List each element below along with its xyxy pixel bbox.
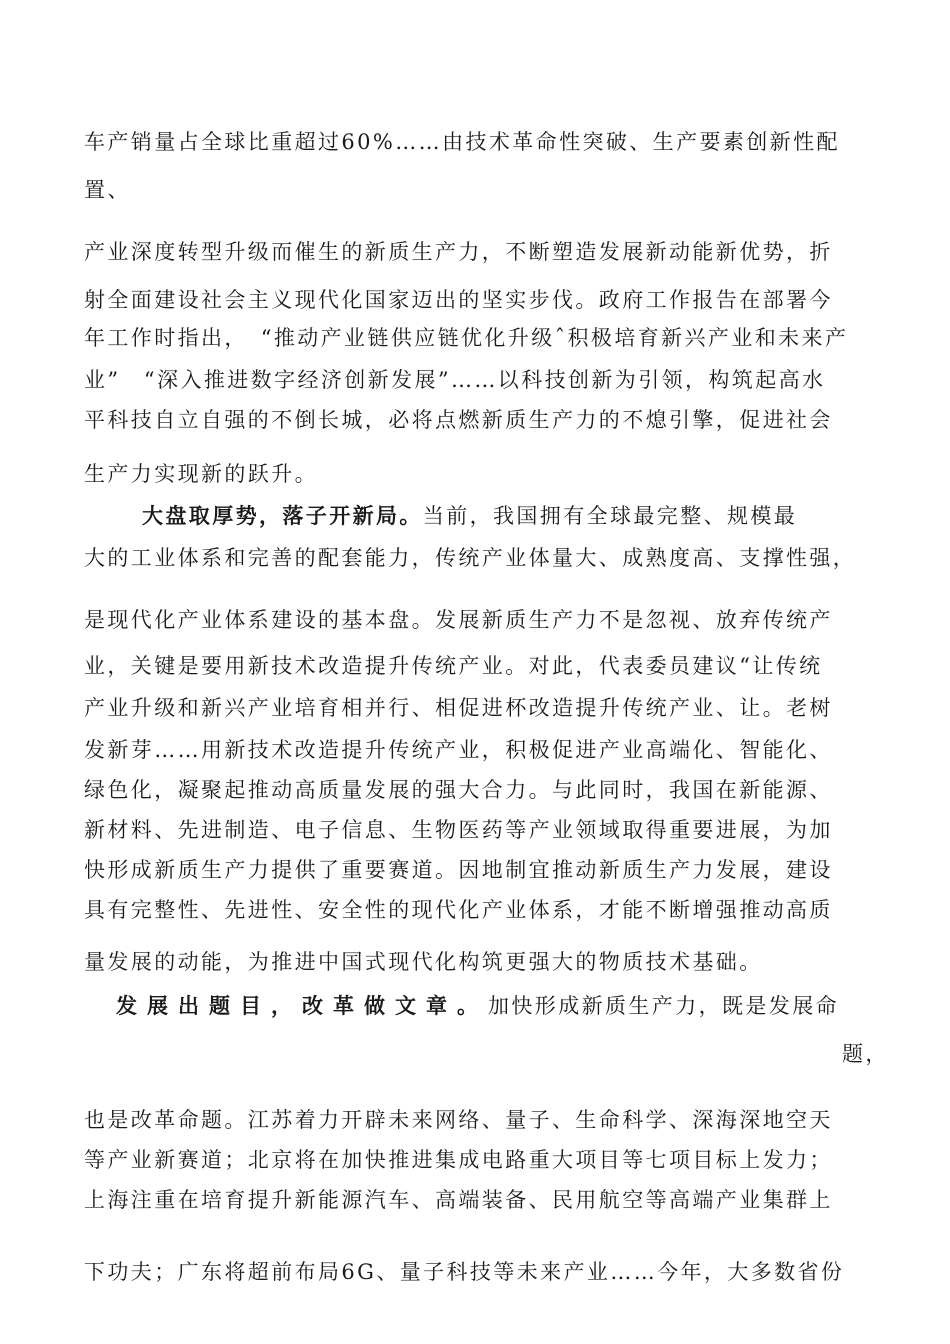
paragraph-lead — [116, 992, 839, 1020]
text-line: 产业升级和新兴产业培育相并行、相促进杯改造提升传统产业、让。老树 — [84, 696, 833, 720]
text-line: 是现代化产业体系建设的基本盘。发展新质生产力不是忽视、放弃传统产 — [84, 608, 833, 632]
text-line: 大的工业体系和完善的配套能力，传统产业体量大、成熟度高、支撑性强， — [84, 546, 857, 570]
text-line: 下功夫；广东将超前布局6G、量子科技等未来产业……今年，大多数省份 — [84, 1260, 845, 1284]
text-line: 发新芽……用新技术改造提升传统产业，积极促进产业高端化、智能化、 — [84, 738, 833, 762]
text-line: 平科技自立自强的不倒长城，必将点燃新质生产力的不熄引擎，促进社会 — [84, 408, 833, 432]
text-line: 业，关键是要用新技术改造提升传统产业。对此，代表委员建议“让传统 — [84, 654, 823, 678]
text-run: 当前，我国拥有全球最完整、规模最 — [422, 504, 798, 528]
text-line: 也是改革命题。江苏着力开辟未来网络、量子、生命科学、深海深地空天 — [84, 1108, 833, 1132]
paragraph-heading: 大盘取厚势，落子开新局。 — [142, 503, 423, 528]
text-line: 射全面建设社会主义现代化国家迈出的坚实步伐。政府工作报告在部署今 — [84, 288, 833, 312]
text-line: 量发展的动能，为推进中国式现代化构筑更强大的物质技术基础。 — [84, 950, 763, 974]
text-line: 题， — [842, 1042, 889, 1066]
text-line: 等产业新赛道；北京将在加快推进集成电路重大项目等七项目标上发力； — [84, 1148, 833, 1172]
text-line: 业” “深入推进数字经济创新发展”……以科技创新为引领，构筑起高水 — [84, 368, 826, 392]
text-line: 新材料、先进制造、电子信息、生物医药等产业领域取得重要进展，为加 — [84, 818, 833, 842]
text-line: 年工作时指出， “推动产业链供应链优化升级ˆ积极培育新兴产业和未来产 — [84, 326, 849, 350]
text-line: 快形成新质生产力提供了重要赛道。因地制宜推动新质生产力发展，建设 — [84, 858, 833, 882]
paragraph-lead — [142, 502, 797, 530]
text-run: 加快形成新质生产力，既是发展命 — [488, 994, 839, 1018]
text-line: 置、 — [84, 178, 131, 202]
text-line: 绿色化，凝聚起推动高质量发展的强大合力。与此同时，我国在新能源、 — [84, 778, 833, 802]
text-line: 车产销量占全球比重超过60%……由技术革命性突破、生产要素创新性配 — [84, 130, 840, 154]
text-line: 具有完整性、先进性、安全性的现代化产业体系，才能不断增强推动高质 — [84, 898, 833, 922]
text-line: 上海注重在培育提升新能源汽车、高端装备、民用航空等高端产业集群上 — [84, 1188, 833, 1212]
text-line: 生产力实现新的跃升。 — [84, 462, 318, 486]
text-line: 产业深度转型升级而催生的新质生产力，不断塑造发展新动能新优势，折 — [84, 240, 833, 264]
paragraph-heading: 发展出题目，改革做文章。 — [116, 993, 488, 1018]
